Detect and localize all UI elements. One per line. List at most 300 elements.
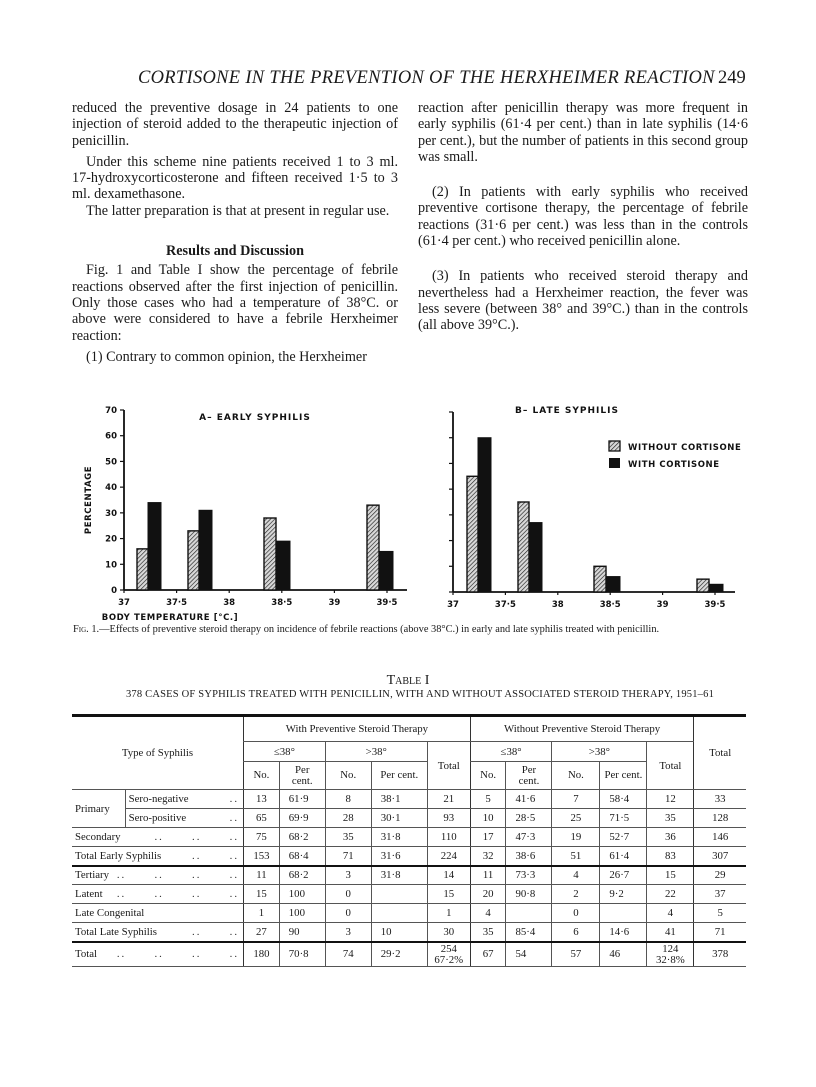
- cell-w-le-pc: [279, 942, 325, 967]
- cell-value: 17: [482, 831, 494, 843]
- cell-w-gt-no: [325, 828, 371, 847]
- leader-dots: .. ..: [192, 849, 240, 862]
- cell-w-total: [427, 847, 470, 866]
- cell-value: 153: [253, 849, 270, 862]
- cell-wo-gt-pc: [600, 866, 647, 885]
- table-row: [72, 904, 746, 923]
- svg-text:60: 60: [105, 431, 117, 442]
- cell-value: 47·3: [515, 831, 536, 843]
- cell-value: 20: [482, 888, 494, 900]
- header-per-cent: Per cent.: [371, 762, 427, 790]
- cell-w-gt-no: [325, 790, 371, 809]
- cell-wo-gt-no: [552, 828, 600, 847]
- cell-wo-le-pc: [506, 923, 552, 942]
- figure-1: [0, 395, 816, 645]
- cell-value: 68·2: [288, 831, 309, 843]
- svg-text:38: 38: [551, 600, 564, 610]
- cell-value: 61·9: [288, 793, 309, 805]
- cell-value: 19: [570, 831, 582, 843]
- cell-wo-total: [647, 847, 694, 866]
- svg-text:A– EARLY SYPHILIS: A– EARLY SYPHILIS: [199, 413, 311, 423]
- leader-dots: .. .. .. ..: [116, 948, 240, 960]
- cell-value: 71: [342, 849, 354, 862]
- cell-total: [694, 847, 746, 866]
- table-row: [72, 942, 746, 967]
- cell-value: 378: [712, 948, 729, 960]
- left-column: [72, 100, 398, 365]
- data-table: [72, 714, 746, 967]
- cell-wo-gt-pc: [600, 809, 647, 828]
- cell-w-total: [427, 885, 470, 904]
- cell-wo-le-pc: [506, 885, 552, 904]
- cell-wo-le-no: [470, 847, 506, 866]
- table-row: [72, 790, 746, 809]
- table-row: [72, 885, 746, 904]
- cell-value: 11: [482, 869, 494, 882]
- cell-w-le-pc: [279, 923, 325, 942]
- cell-wo-total: [647, 790, 694, 809]
- cell-w-le-no: [244, 904, 280, 923]
- cell-value: 15: [256, 888, 267, 900]
- row-type-label: [72, 866, 244, 885]
- cell-w-le-pc: [279, 828, 325, 847]
- cell-w-total: [427, 809, 470, 828]
- bar-without-cortisone: [594, 566, 606, 592]
- paragraph: Under this scheme nine patients received 1 to 3 ml. 17-hydroxycorticosterone and fifteen received 1·5 to 3 ml. dexamethasone.: [72, 153, 398, 203]
- cell-value: 14·6: [609, 925, 630, 938]
- cell-value: 30·1: [380, 812, 401, 824]
- cell-value: 38·6: [515, 849, 536, 862]
- header-no: No.: [470, 762, 506, 790]
- cell-w-gt-no: [325, 904, 371, 923]
- cell-w-gt-pc: [371, 809, 427, 828]
- cell-value: 5: [717, 907, 723, 919]
- cell-wo-total: [647, 923, 694, 942]
- cell-value: 100: [288, 907, 305, 919]
- figure-label: Fig. 1.: [73, 624, 100, 635]
- cell-value: 85·4: [515, 925, 536, 938]
- y-axis-label: PERCENTAGE: [84, 465, 94, 535]
- svg-text:39·5: 39·5: [376, 598, 398, 608]
- cell-value: 69·9: [288, 812, 309, 824]
- cell-value: 54: [515, 948, 527, 960]
- type-text: Sero-negative: [128, 793, 189, 805]
- cell-value: 7: [573, 793, 579, 805]
- cell-w-le-no: [244, 828, 280, 847]
- cell-total: [694, 866, 746, 885]
- header-without-total: Total: [647, 742, 694, 790]
- paragraph: Fig. 1 and Table I show the percentage of febrile reactions observed after the first injection of penicillin. Only those cases who had a temperature of 38°C. or above were considered to have a febrile Herxheimer reaction:: [72, 262, 398, 344]
- svg-text:20: 20: [105, 534, 117, 545]
- header-without-le38: ≤38°: [470, 742, 552, 762]
- cell-value: 8: [345, 793, 351, 805]
- cell-value: 9·2: [609, 888, 624, 900]
- cell-wo-le-no: [470, 866, 506, 885]
- bar-with-cortisone: [529, 523, 542, 592]
- page-number: 249: [718, 68, 746, 88]
- table-row: [72, 866, 746, 885]
- type-text: Secondary: [75, 831, 121, 843]
- header-with-steroid: With Preventive Steroid Therapy: [244, 716, 471, 742]
- cell-value: 58·4: [609, 793, 630, 805]
- cell-wo-le-pc: [506, 847, 552, 866]
- leader-dots: .. ..: [192, 925, 240, 938]
- cell-value: 28·5: [515, 812, 536, 824]
- paragraph: (2) In patients with early syphilis who received preventive cortisone therapy, the percentage of febrile reactions (31·6 per cent.) was less than in the controls (61·4 per cent.) who received penicillin alone.: [418, 184, 748, 250]
- cell-wo-gt-no: [552, 809, 600, 828]
- x-axis-label: BODY TEMPERATURE [°C.]: [101, 613, 239, 623]
- cell-w-le-pc: [279, 885, 325, 904]
- leader-dots: .. .. .. ..: [116, 888, 240, 900]
- table-body: [72, 790, 746, 967]
- svg-text:38·5: 38·5: [599, 600, 621, 610]
- svg-text:WITH CORTISONE: WITH CORTISONE: [628, 460, 720, 470]
- leader-dots: .. .. .. ..: [116, 869, 240, 882]
- cell-value: 32: [482, 849, 494, 862]
- cell-value: 68·4: [288, 849, 309, 862]
- row-type-label: [72, 904, 244, 923]
- header-per-cent: Per cent.: [600, 762, 647, 790]
- cell-w-total: [427, 828, 470, 847]
- cell-value: 11: [256, 869, 267, 882]
- cell-value: 35: [342, 831, 354, 843]
- cell-wo-total: [647, 904, 694, 923]
- chart-early-syphilis: [84, 406, 407, 623]
- cell-wo-le-no: [470, 904, 506, 923]
- svg-text:38: 38: [223, 598, 236, 608]
- svg-text:B– LATE SYPHILIS: B– LATE SYPHILIS: [515, 406, 619, 416]
- cell-w-le-no: [244, 923, 280, 942]
- table-row: [72, 828, 746, 847]
- row-type-label: [72, 828, 244, 847]
- table-row: [72, 923, 746, 942]
- bar-without-cortisone: [697, 579, 709, 592]
- table-caption: 378 CASES OF SYPHILIS TREATED WITH PENICILLIN, WITH AND WITHOUT ASSOCIATED STEROID THERAPY, 1951–61: [125, 689, 715, 700]
- cell-value: 31·6: [380, 849, 401, 862]
- type-text: Latent: [75, 888, 103, 900]
- cell-value: 75: [256, 831, 267, 843]
- figure-caption: [73, 624, 793, 635]
- svg-text:70: 70: [105, 406, 117, 416]
- cell-value: 67: [482, 948, 494, 960]
- bar-with-cortisone: [478, 438, 491, 592]
- cell-w-le-no: [244, 809, 280, 828]
- cell-w-total: [427, 923, 470, 942]
- cell-value: 51: [570, 849, 582, 862]
- cell-value: 13: [256, 793, 267, 805]
- cell-wo-le-pc: [506, 866, 552, 885]
- cell-w-gt-pc: [371, 866, 427, 885]
- cell-value: 52·7: [609, 831, 630, 843]
- header-no: No.: [325, 762, 371, 790]
- cell-wo-gt-no: [552, 790, 600, 809]
- cell-value: 28: [342, 812, 354, 824]
- header-per-cent: Per cent.: [506, 762, 552, 790]
- cell-w-gt-no: [325, 847, 371, 866]
- cell-wo-gt-pc: [600, 885, 647, 904]
- row-group-label: Primary: [72, 790, 125, 828]
- cell-value: 90·8: [515, 888, 536, 900]
- cell-total: [694, 923, 746, 942]
- svg-text:WITHOUT CORTISONE: WITHOUT CORTISONE: [628, 443, 742, 453]
- cell-w-le-no: [244, 847, 280, 866]
- cell-value: 71·5: [609, 812, 630, 824]
- type-text: Late Congenital: [75, 907, 145, 919]
- cell-w-gt-no: [325, 866, 371, 885]
- type-text: Sero-positive: [128, 812, 187, 824]
- cell-value: 10: [380, 925, 392, 938]
- cell-value: 46: [609, 948, 621, 960]
- cell-value: 27: [256, 925, 267, 938]
- cell-value: 307: [712, 849, 729, 862]
- cell-wo-le-pc: [506, 828, 552, 847]
- cell-value: 124: [662, 942, 679, 955]
- cell-wo-gt-pc: [600, 904, 647, 923]
- cell-w-gt-pc: [371, 847, 427, 866]
- cell-w-gt-no: [325, 923, 371, 942]
- svg-text:0: 0: [111, 586, 117, 596]
- bar-without-cortisone: [467, 476, 478, 592]
- cell-wo-total: [647, 942, 694, 967]
- cell-value: 90: [288, 925, 300, 938]
- row-type-label: [72, 847, 244, 866]
- cell-value: 3: [345, 869, 351, 882]
- svg-text:37: 37: [118, 598, 130, 608]
- cell-w-gt-pc: [371, 942, 427, 967]
- table-row: [72, 809, 746, 828]
- cell-value: 254: [440, 942, 457, 955]
- bar-without-cortisone: [188, 531, 199, 590]
- svg-text:37: 37: [447, 600, 459, 610]
- cell-w-le-pc: [279, 866, 325, 885]
- table-label: Table I: [386, 673, 430, 688]
- legend-hatched-swatch: [609, 441, 620, 451]
- type-text: Total Early Syphilis: [75, 849, 162, 862]
- section-heading: Results and Discussion: [166, 243, 304, 260]
- cell-wo-total: [647, 885, 694, 904]
- header-per-cent: Per cent.: [279, 762, 325, 790]
- svg-text:39: 39: [656, 600, 669, 610]
- header-no: No.: [244, 762, 280, 790]
- cell-total: [694, 790, 746, 809]
- cell-value: 29: [714, 869, 726, 882]
- header-type-of-syphilis: Type of Syphilis: [72, 716, 244, 790]
- paragraph: reduced the preventive dosage in 24 patients to one injection of steroid added to the therapeutic injection of penicillin.: [72, 100, 398, 149]
- cell-wo-gt-no: [552, 904, 600, 923]
- cell-value: 71: [714, 925, 726, 938]
- leader-dots: ..: [229, 793, 240, 805]
- cell-value: 31·8: [380, 869, 401, 882]
- cell-w-total: [427, 790, 470, 809]
- paragraph: (3) In patients who received steroid therapy and nevertheless had a Herxheimer reaction, the fever was less severe (between 38° and 39°C.) than in the controls (all above 39°C.).: [418, 268, 748, 334]
- cell-value: 29·2: [380, 948, 401, 960]
- svg-text:40: 40: [105, 483, 117, 494]
- cell-value: 25: [570, 812, 582, 824]
- cell-wo-gt-pc: [600, 923, 647, 942]
- bar-without-cortisone: [518, 502, 529, 592]
- cell-value: 14: [443, 869, 455, 882]
- cell-value: 3: [345, 925, 351, 938]
- cell-value: 73·3: [515, 869, 536, 882]
- cell-wo-gt-pc: [600, 847, 647, 866]
- row-type-label: [72, 923, 244, 942]
- cell-w-le-pc: [279, 904, 325, 923]
- row-type-label: [125, 790, 243, 809]
- paragraph: The latter preparation is that at present in regular use.: [86, 202, 390, 219]
- table-row: [72, 847, 746, 866]
- cell-wo-total: [647, 866, 694, 885]
- bar-with-cortisone: [276, 541, 290, 590]
- header-with-le38: ≤38°: [244, 742, 326, 762]
- cell-value: 35: [482, 925, 494, 938]
- cell-value: 65: [256, 812, 267, 824]
- cell-w-gt-no: [325, 809, 371, 828]
- cell-value: 74: [342, 948, 354, 960]
- legend-black-swatch: [609, 458, 620, 468]
- cell-w-gt-pc: [371, 923, 427, 942]
- cell-wo-gt-no: [552, 866, 600, 885]
- cell-value: 83: [664, 849, 676, 862]
- cell-value: 35: [664, 812, 676, 824]
- cell-w-gt-no: [325, 885, 371, 904]
- cell-wo-le-no: [470, 885, 506, 904]
- cell-value: 10: [482, 812, 494, 824]
- cell-value: 22: [664, 888, 676, 900]
- bar-with-cortisone: [709, 584, 723, 592]
- header-without-gt38: >38°: [552, 742, 647, 762]
- cell-percent: 32·8%: [655, 953, 685, 966]
- row-type-label: [72, 885, 244, 904]
- svg-text:37·5: 37·5: [494, 600, 516, 610]
- type-text: Tertiary: [75, 869, 110, 882]
- cell-w-le-pc: [279, 847, 325, 866]
- cell-value: 128: [712, 812, 729, 824]
- cell-w-gt-pc: [371, 904, 427, 923]
- cell-w-gt-no: [325, 942, 371, 967]
- header-with-gt38: >38°: [325, 742, 427, 762]
- bar-with-cortisone: [199, 510, 212, 590]
- bar-without-cortisone: [367, 505, 379, 590]
- cell-wo-le-pc: [506, 790, 552, 809]
- cell-wo-le-no: [470, 942, 506, 967]
- chart-late-syphilis: [447, 406, 741, 610]
- cell-w-total: [427, 866, 470, 885]
- header-no: No.: [552, 762, 600, 790]
- cell-value: 4: [667, 907, 674, 919]
- bar-with-cortisone: [606, 577, 620, 592]
- cell-value: 93: [443, 812, 455, 824]
- row-type-label: [125, 809, 243, 828]
- cell-value: 1: [446, 907, 452, 919]
- svg-text:10: 10: [105, 560, 117, 571]
- cell-wo-gt-pc: [600, 790, 647, 809]
- cell-value: 33: [714, 793, 726, 805]
- cell-w-le-no: [244, 942, 280, 967]
- cell-wo-le-no: [470, 828, 506, 847]
- cell-value: 4: [573, 869, 579, 882]
- cell-value: 12: [664, 793, 676, 805]
- leader-dots: .. .. ..: [154, 831, 240, 843]
- figure-caption-text: —Effects of preventive steroid therapy on incidence of febrile reactions (above 38°C.) in early and late syphilis treated with penicillin.: [99, 624, 660, 635]
- cell-total: [694, 828, 746, 847]
- cell-value: 224: [440, 849, 457, 862]
- cell-value: 110: [440, 831, 457, 843]
- cell-wo-le-pc: [506, 904, 552, 923]
- svg-text:37·5: 37·5: [166, 598, 188, 608]
- cell-value: 146: [712, 831, 729, 843]
- svg-text:50: 50: [105, 457, 117, 468]
- cell-value: 38·1: [380, 793, 401, 805]
- svg-text:39·5: 39·5: [704, 600, 726, 610]
- cell-value: 0: [345, 888, 351, 900]
- cell-value: 0: [345, 907, 351, 919]
- cell-w-gt-pc: [371, 790, 427, 809]
- cell-wo-gt-pc: [600, 828, 647, 847]
- cell-value: 41·6: [515, 793, 536, 805]
- cell-percent: 67·2%: [434, 953, 464, 966]
- type-text: Total: [75, 948, 98, 960]
- bar-with-cortisone: [379, 551, 393, 590]
- cell-value: 15: [664, 869, 676, 882]
- cell-value: 21: [443, 793, 455, 805]
- cell-value: 1: [258, 907, 265, 919]
- cell-value: 2: [573, 888, 579, 900]
- cell-wo-le-no: [470, 790, 506, 809]
- type-text: Total Late Syphilis: [75, 925, 158, 938]
- cell-w-le-no: [244, 885, 280, 904]
- running-head: [0, 68, 816, 92]
- cell-value: 26·7: [609, 869, 630, 882]
- cell-wo-gt-no: [552, 885, 600, 904]
- cell-total: [694, 885, 746, 904]
- bar-with-cortisone: [148, 503, 161, 590]
- paragraph: reaction after penicillin therapy was more frequent in early syphilis (61·4 per cent.) than in late syphilis (14·6 per cent.), but the number of patients in this second group was small.: [418, 100, 748, 165]
- cell-value: 41: [664, 925, 676, 938]
- cell-value: 5: [485, 793, 491, 805]
- cell-w-le-pc: [279, 790, 325, 809]
- cell-wo-total: [647, 809, 694, 828]
- cell-value: 37: [714, 888, 726, 900]
- cell-value: 30: [443, 925, 455, 938]
- bar-without-cortisone: [137, 549, 148, 590]
- cell-value: 36: [664, 831, 676, 843]
- cell-wo-total: [647, 828, 694, 847]
- cell-w-gt-pc: [371, 828, 427, 847]
- row-type-label: [72, 942, 244, 967]
- cell-w-le-pc: [279, 809, 325, 828]
- cell-wo-le-pc: [506, 809, 552, 828]
- cell-value: 68·2: [288, 869, 309, 882]
- cell-value: 31·8: [380, 831, 401, 843]
- bar-charts: [0, 395, 816, 625]
- svg-text:39: 39: [328, 598, 341, 608]
- cell-wo-gt-no: [552, 923, 600, 942]
- cell-wo-le-pc: [506, 942, 552, 967]
- cell-value: 4: [485, 907, 491, 919]
- cell-value: 15: [443, 888, 455, 900]
- leader-dots: ..: [229, 812, 240, 824]
- cell-value: 6: [573, 925, 579, 938]
- right-column: [418, 100, 748, 334]
- svg-text:30: 30: [105, 508, 117, 519]
- cell-wo-gt-pc: [600, 942, 647, 967]
- cell-w-le-no: [244, 790, 280, 809]
- header-grand-total: Total: [694, 716, 746, 790]
- cell-w-gt-pc: [371, 885, 427, 904]
- cell-value: 180: [253, 948, 270, 960]
- cell-w-le-no: [244, 866, 280, 885]
- cell-wo-gt-no: [552, 847, 600, 866]
